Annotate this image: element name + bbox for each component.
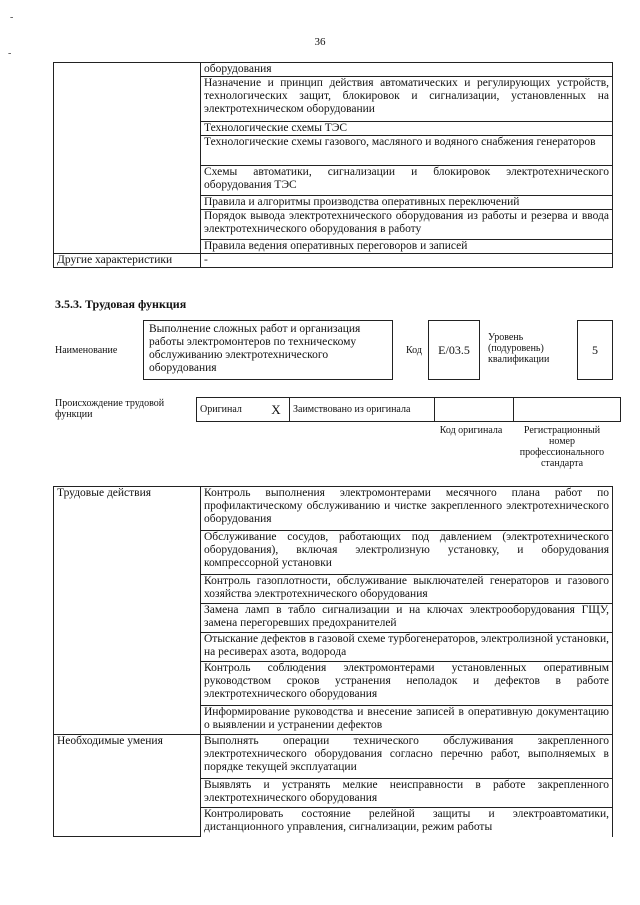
table-label-cell: Необходимые умения <box>54 735 201 837</box>
table-cell: Контроль соблюдения электромонтерами установленных оперативным руководством сроков устранения неполадок и дефектов в работе электротехнического оборудования <box>201 662 613 706</box>
level-value: 5 <box>592 342 598 357</box>
table-row <box>54 735 613 779</box>
origin-code-caption: Код оригинала <box>439 425 503 436</box>
function-name: Выполнение сложных работ и организация работы электромонтеров по техническому обслуживанию электротехнического оборудования <box>149 323 361 374</box>
borrowed-label: Заимствовано из оригинала <box>290 398 435 422</box>
reg-number-cell <box>514 398 621 422</box>
table-cell: Схемы автоматики, сигнализации и блокировок электротехнического оборудования ТЭС <box>201 166 613 196</box>
table-label-cell: Другие характеристики <box>54 254 201 268</box>
table-cell: Обслуживание сосудов, работающих под давлением (электротехнического оборудования), включая электролизную установку, и оборудования компрессорной установки <box>201 531 613 575</box>
margin-mark: - <box>8 48 12 59</box>
table-row <box>197 398 621 422</box>
original-label: Оригинал <box>197 398 264 422</box>
reg-number-caption: Регистрационный номер профессионального стандарта <box>519 425 605 469</box>
page-number: 36 <box>314 36 326 48</box>
code-label: Код <box>406 345 422 356</box>
table-cell: Выполнять операции технического обслуживания закрепленного электротехнического оборудования согласно перечню работ, выполняемых в порядке текущей эксплуатации <box>201 735 613 779</box>
level-label: Уровень (подуровень) квалификации <box>488 332 550 365</box>
level-box <box>577 320 613 380</box>
original-mark: X <box>263 398 290 422</box>
table-cell: Порядок вывода электротехнического оборудования из работы и резерва и ввода электротехнического оборудования в работу <box>201 210 613 240</box>
table-cell: оборудования <box>201 63 613 77</box>
table-cell: Правила ведения оперативных переговоров и записей <box>201 240 613 254</box>
name-label: Наименование <box>55 345 118 356</box>
origin-label: Происхождение трудовой функции <box>55 398 165 420</box>
table-cell: Технологические схемы газового, масляного и водяного снабжения генераторов <box>201 136 613 166</box>
table-cell: Отыскание дефектов в газовой схеме турбогенераторов, электролизной установки, на ресиверах азота, водорода <box>201 633 613 662</box>
table-cell: Назначение и принцип действия автоматических и регулирующих устройств, технологических защит, блокировок и сигнализации, установленных на электротехническом оборудовании <box>201 77 613 122</box>
code-box <box>428 320 480 380</box>
origin-table <box>196 397 621 422</box>
table-cell: Технологические схемы ТЭС <box>201 122 613 136</box>
code-value: E/03.5 <box>438 342 470 357</box>
function-name-box <box>143 320 393 380</box>
table-cell: - <box>201 254 613 268</box>
table-cell: Информирование руководства и внесение записей в оперативную документацию о выявлении и устранении дефектов <box>201 706 613 735</box>
origin-code-cell <box>435 398 514 422</box>
table-cell: Контролировать состояние релейной защиты и электроавтоматики, дистанционного управления, сигнализации, режим работы <box>201 808 613 837</box>
table-row <box>54 254 613 268</box>
knowledge-table <box>53 62 613 268</box>
section-title: 3.5.3. Трудовая функция <box>55 297 187 311</box>
margin-mark: - <box>10 12 14 23</box>
table-cell: Правила и алгоритмы производства оперативных переключений <box>201 196 613 210</box>
table-cell: Контроль выполнения электромонтерами месячного плана работ по профилактическому обслуживанию и чистке закрепленного электротехнического оборудования <box>201 487 613 531</box>
table-label-cell: Трудовые действия <box>54 487 201 735</box>
labor-table <box>53 486 613 837</box>
table-cell: Контроль газоплотности, обслуживание выключателей генераторов и газового хозяйства электротехнического оборудования <box>201 575 613 604</box>
table-cell: Замена ламп в табло сигнализации и на ключах электрооборудования ГЩУ, замена перегоревших предохранителей <box>201 604 613 633</box>
table-label-cell <box>54 63 201 254</box>
table-row <box>54 63 613 77</box>
table-row <box>54 487 613 531</box>
table-cell: Выявлять и устранять мелкие неисправности в работе закрепленного электротехнического оборудования <box>201 779 613 808</box>
